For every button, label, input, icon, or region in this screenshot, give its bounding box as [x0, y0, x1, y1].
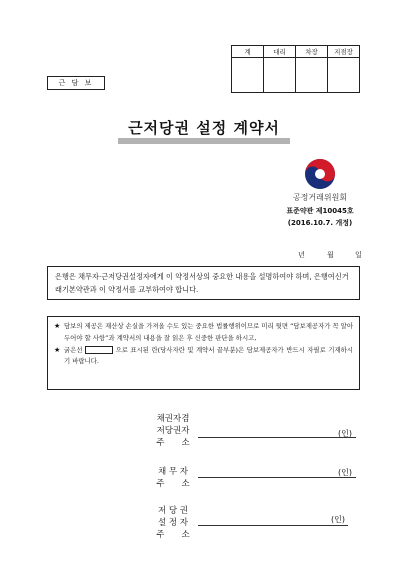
approval-sign-cell[interactable] — [328, 58, 360, 93]
date-day-label: 일 — [355, 251, 362, 259]
star-icon: ★ — [54, 345, 61, 354]
instruction-text: 담보의 제공은 재산상 손실을 가져올 수도 있는 중요한 법률행위이므로 미리 뒷면 “담보제공자가 꼭 알아 두어야 할 사항”과 계약서의 내용을 잘 읽은 후 신중한 판단을 하시고, — [64, 322, 353, 342]
instructions-box — [47, 316, 360, 390]
date-year-label: 년 — [298, 251, 305, 259]
mortgagor-seal: (인) — [331, 515, 345, 524]
collateral-tag: 근 담 보 — [47, 76, 105, 90]
approval-sign-cell[interactable] — [296, 58, 328, 93]
approval-header-gye: 계 — [232, 46, 264, 58]
title-underline — [118, 138, 290, 144]
org-name: 공정거래위원회 — [292, 193, 348, 202]
document-title: 근저당권 설정 계약서 — [128, 119, 280, 137]
approval-sign-cell[interactable] — [264, 58, 296, 93]
date-month-label: 월 — [327, 251, 334, 259]
ftc-logo-icon — [304, 158, 336, 190]
approval-sign-cell[interactable] — [232, 58, 264, 93]
approval-header-branch-head: 지점장 — [328, 46, 360, 58]
approval-header-deputy: 대리 — [264, 46, 296, 58]
approval-header-manager: 차장 — [296, 46, 328, 58]
notice-box: 은행은 채무자·근저당권설정자에게 이 약정서상의 중요한 내용을 설명하여야 하며, 은행여신거래기본약관과 이 약정서를 교부하여야 합니다. — [47, 266, 360, 300]
instruction-post: 으로 표시된 란(당사자란 및 계약서 끝부분)은 담보제공자가 반드시 자필로 기재하시기 바랍니다. — [64, 345, 353, 366]
debtor-seal: (인) — [338, 468, 352, 477]
instruction-item — [54, 321, 353, 345]
creditor-sign-line[interactable] — [198, 437, 356, 438]
instruction-item — [54, 345, 353, 369]
bold-box-icon — [85, 346, 113, 354]
star-icon: ★ — [54, 322, 61, 330]
standard-number: 표준약관 제10045호 — [286, 207, 354, 215]
mortgagor-sign-line[interactable] — [198, 525, 348, 526]
revision-date: (2016.10.7. 개정) — [287, 219, 353, 227]
instruction-text — [64, 345, 353, 369]
debtor-sign-line[interactable] — [198, 477, 356, 478]
creditor-label: 채권자겸 저당권자 주 소 — [156, 414, 190, 448]
mortgagor-label: 저 당 권 설 정 자 주 소 — [156, 506, 190, 540]
approval-table — [231, 45, 360, 93]
creditor-seal: (인) — [338, 429, 352, 438]
instruction-pre: 굵은선 — [64, 345, 83, 354]
debtor-label: 채 무 자 주 소 — [156, 467, 190, 489]
